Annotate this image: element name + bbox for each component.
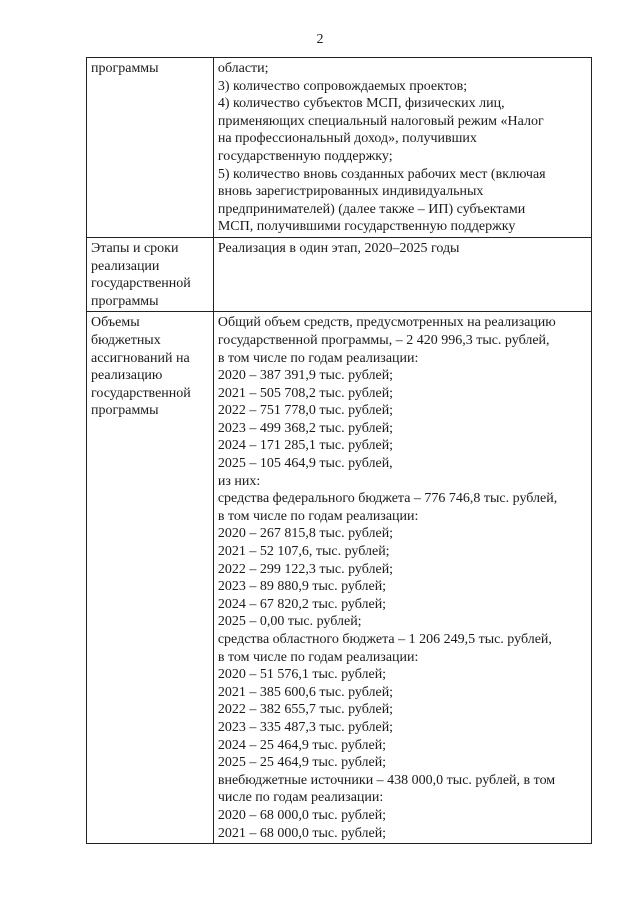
row-label-cell bbox=[87, 312, 214, 844]
content-line: Общий объем средств, предусмотренных на реализацию bbox=[217, 315, 556, 331]
content-line: в том числе по годам реализации: bbox=[217, 649, 419, 665]
content-line: 4) количество субъектов МСП, физических лиц, bbox=[217, 96, 505, 112]
content-line: 2024 – 171 285,1 тыс. рублей; bbox=[217, 438, 394, 454]
content-line: 5) количество вновь созданных рабочих мест (включая bbox=[217, 166, 546, 182]
content-line: государственной программы, – 2 420 996,3 тыс. рублей, bbox=[217, 332, 550, 348]
content-line: 2020 – 387 391,9 тыс. рублей; bbox=[217, 368, 394, 384]
content-line: 2024 – 25 464,9 тыс. рублей; bbox=[217, 737, 387, 753]
table-row bbox=[87, 237, 592, 311]
content-line: внебюджетные источники – 438 000,0 тыс. рублей, в том bbox=[217, 772, 556, 788]
content-line: 2021 – 52 107,6, тыс. рублей; bbox=[217, 544, 390, 560]
content-line: 2022 – 382 655,7 тыс. рублей; bbox=[217, 702, 394, 718]
row-content-cell bbox=[213, 312, 591, 844]
content-line: 2021 – 505 708,2 тыс. рублей; bbox=[217, 385, 394, 401]
row-label-cell bbox=[87, 58, 214, 238]
content-line: в том числе по годам реализации: bbox=[217, 508, 419, 524]
content-line: 2020 – 267 815,8 тыс. рублей; bbox=[217, 526, 394, 542]
content-line: 2020 – 68 000,0 тыс. рублей; bbox=[217, 807, 387, 823]
content-line: на профессиональный доход», получивших bbox=[217, 131, 477, 147]
label-line: государственной bbox=[91, 276, 191, 292]
content-line: числе по годам реализации: bbox=[217, 790, 384, 806]
label-line: программы bbox=[91, 293, 159, 309]
program-passport-table bbox=[86, 57, 592, 844]
content-line: Реализация в один этап, 2020–2025 годы bbox=[217, 240, 460, 256]
label-line: Этапы и сроки bbox=[91, 240, 179, 256]
content-line: 2025 – 25 464,9 тыс. рублей; bbox=[217, 755, 387, 771]
content-line: средства областного бюджета – 1 206 249,5 тыс. рублей, bbox=[217, 632, 552, 647]
page-number: 2 bbox=[316, 32, 324, 47]
label-line: реализацию bbox=[91, 368, 163, 384]
content-line: в том числе по годам реализации: bbox=[217, 350, 419, 366]
content-line: вновь зарегистрированных индивидуальных bbox=[217, 184, 484, 200]
label-line: реализации bbox=[91, 258, 160, 274]
content-line: из них: bbox=[217, 473, 261, 489]
content-line: 2021 – 68 000,0 тыс. рублей; bbox=[217, 825, 387, 841]
content-line: 2023 – 335 487,3 тыс. рублей; bbox=[217, 719, 394, 735]
content-line: 2023 – 89 880,9 тыс. рублей; bbox=[217, 579, 387, 595]
label-line: Объемы bbox=[91, 315, 140, 331]
content-line: МСП, получившими государственную поддержку bbox=[217, 219, 516, 235]
content-line: применяющих специальный налоговый режим «Налог bbox=[217, 113, 544, 129]
table-row bbox=[87, 58, 592, 238]
row-content-cell bbox=[213, 58, 591, 238]
content-line: области; bbox=[217, 61, 269, 76]
content-line: 2024 – 67 820,2 тыс. рублей; bbox=[217, 596, 387, 612]
label-line: государственной bbox=[91, 385, 191, 401]
content-line: предпринимателей) (далее также – ИП) субъектами bbox=[217, 201, 526, 217]
content-line: 2022 – 299 122,3 тыс. рублей; bbox=[217, 561, 394, 577]
content-line: государственную поддержку; bbox=[217, 148, 393, 164]
content-line: 2022 – 751 778,0 тыс. рублей; bbox=[217, 403, 394, 419]
content-line: 2023 – 499 368,2 тыс. рублей; bbox=[217, 420, 394, 436]
content-line: 2021 – 385 600,6 тыс. рублей; bbox=[217, 684, 394, 700]
label-line: программы bbox=[91, 61, 159, 76]
content-line: 2025 – 105 464,9 тыс. рублей, bbox=[217, 456, 393, 472]
content-line: 2025 – 0,00 тыс. рублей; bbox=[217, 614, 362, 630]
label-line: ассигнований на bbox=[91, 350, 190, 366]
row-content-cell bbox=[213, 237, 591, 311]
table-row bbox=[87, 312, 592, 844]
content-line: 2020 – 51 576,1 тыс. рублей; bbox=[217, 667, 387, 683]
content-line: средства федерального бюджета – 776 746,8 тыс. рублей, bbox=[217, 491, 558, 507]
label-line: программы bbox=[91, 403, 159, 419]
row-label-cell bbox=[87, 237, 214, 311]
label-line: бюджетных bbox=[91, 332, 161, 348]
content-line: 3) количество сопровождаемых проектов; bbox=[217, 78, 468, 94]
